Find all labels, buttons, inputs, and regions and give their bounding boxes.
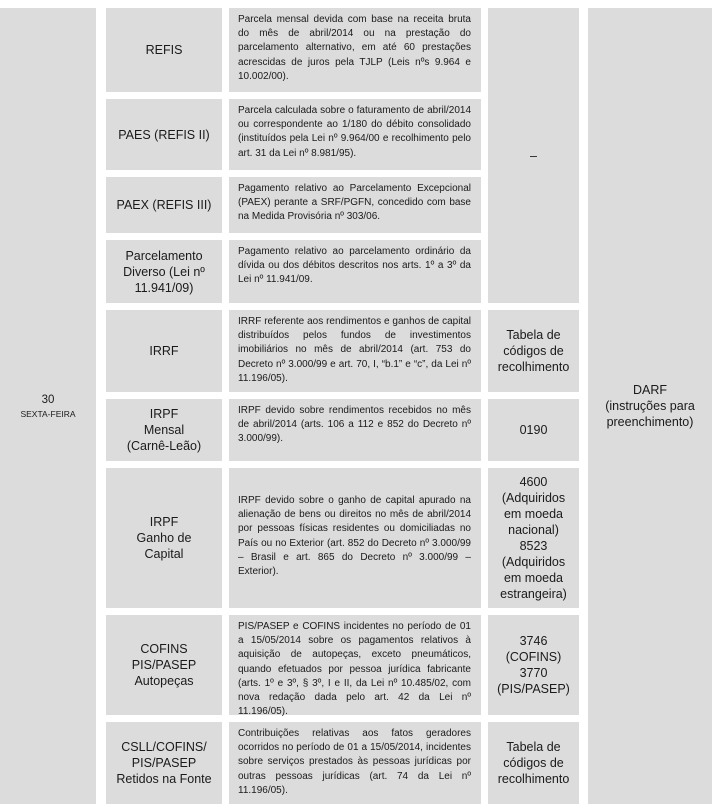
table-row-description: PIS/PASEP e COFINS incidentes no período de 01 a 15/05/2014 sobre os pagamentos relativos à aquisição de autopeças, exceto pneumáticos, quando efetuados por pessoa jurídica fabricante (arts. 1º e 3º, § 3º, I e II, da Lei nº 10.485/02, com nova redação dada pelo art. 42 da Lei nº 11.196/05). xyxy=(229,615,481,715)
table-row-code: Tabela de códigos de recolhimento xyxy=(488,310,579,392)
table-row-name: PAEX (REFIS III) xyxy=(106,177,222,233)
table-row-name: REFIS xyxy=(106,8,222,92)
table-row-name: PAES (REFIS II) xyxy=(106,99,222,170)
table-row-description: Parcela calculada sobre o faturamento de abril/2014 ou correspondente ao 1/180 do débito consolidado (instituídos pela Lei nº 9.964/00 e recolhimento pelo art. 31 da Lei nº 8.981/95). xyxy=(229,99,481,170)
table-row-description: IRPF devido sobre o ganho de capital apurado na alienação de bens ou direitos no mês de abril/2014 por pessoas físicas residentes ou domiciliadas no País ou no Exterior (art. 852 do Decreto nº 3.000/99 – Brasil e art. 865 do Decreto nº 3.000/99 – Exterior). xyxy=(229,468,481,608)
table-row-description: Parcela mensal devida com base na receita bruta do mês de abril/2014 ou na prestação do parcelamento alternativo, em até 60 prestações acrescidas de juros pela TJLP (Leis nºs 9.964 e 10.002/00). xyxy=(229,8,481,92)
table-row-description: IRRF referente aos rendimentos e ganhos de capital distribuídos pelos fundos de investimentos imobiliários no mês de abril/2014 (art. 753 do Decreto nº 3.000/99 e art. 70, I, “b.1” e “c”, da Lei nº 11.196/05). xyxy=(229,310,481,392)
table-row-description: Pagamento relativo ao parcelamento ordinário da dívida ou dos débitos descritos nos arts. 1º a 3º da Lei nº 11.941/09. xyxy=(229,240,481,303)
table-row-code: 0190 xyxy=(488,399,579,461)
day-number: 30 xyxy=(41,393,55,406)
date-cell xyxy=(0,8,96,804)
document-cell xyxy=(588,8,712,804)
table-row-name: IRPF Ganho de Capital xyxy=(106,468,222,608)
day-weekday: SEXTA-FEIRA xyxy=(20,408,76,419)
code-cell-merged xyxy=(488,8,579,303)
code-dash: – xyxy=(530,148,537,163)
table-row-code: 3746 (COFINS) 3770 (PIS/PASEP) xyxy=(488,615,579,715)
table-row-name: Parcelamento Diverso (Lei nº 11.941/09) xyxy=(106,240,222,303)
table-row-name: CSLL/COFINS/ PIS/PASEP Retidos na Fonte xyxy=(106,722,222,804)
table-row-description: Contribuições relativas aos fatos geradores ocorridos no período de 01 a 15/05/2014, incidentes sobre serviços prestados às pessoas jurídicas por outras pessoas jurídicas (art. 74 da Lei nº 11.196/05). xyxy=(229,722,481,804)
table-row-name: COFINS PIS/PASEP Autopeças xyxy=(106,615,222,715)
table-row-name: IRRF xyxy=(106,310,222,392)
table-row-name: IRPF Mensal (Carnê-Leão) xyxy=(106,399,222,461)
table-row-code: Tabela de códigos de recolhimento xyxy=(488,722,579,804)
table-row-description: Pagamento relativo ao Parcelamento Excepcional (PAEX) perante a SRF/PGFN, concedido com base na Medida Provisória nº 303/06. xyxy=(229,177,481,233)
table-row-code: 4600 (Adquiridos em moeda nacional) 8523 (Adquiridos em moeda estrangeira) xyxy=(488,468,579,608)
document-label: DARF (instruções para preenchimento) xyxy=(605,383,695,429)
table-row-description: IRPF devido sobre rendimentos recebidos no mês de abril/2014 (arts. 106 a 112 e 852 do Decreto nº 3.000/99). xyxy=(229,399,481,461)
